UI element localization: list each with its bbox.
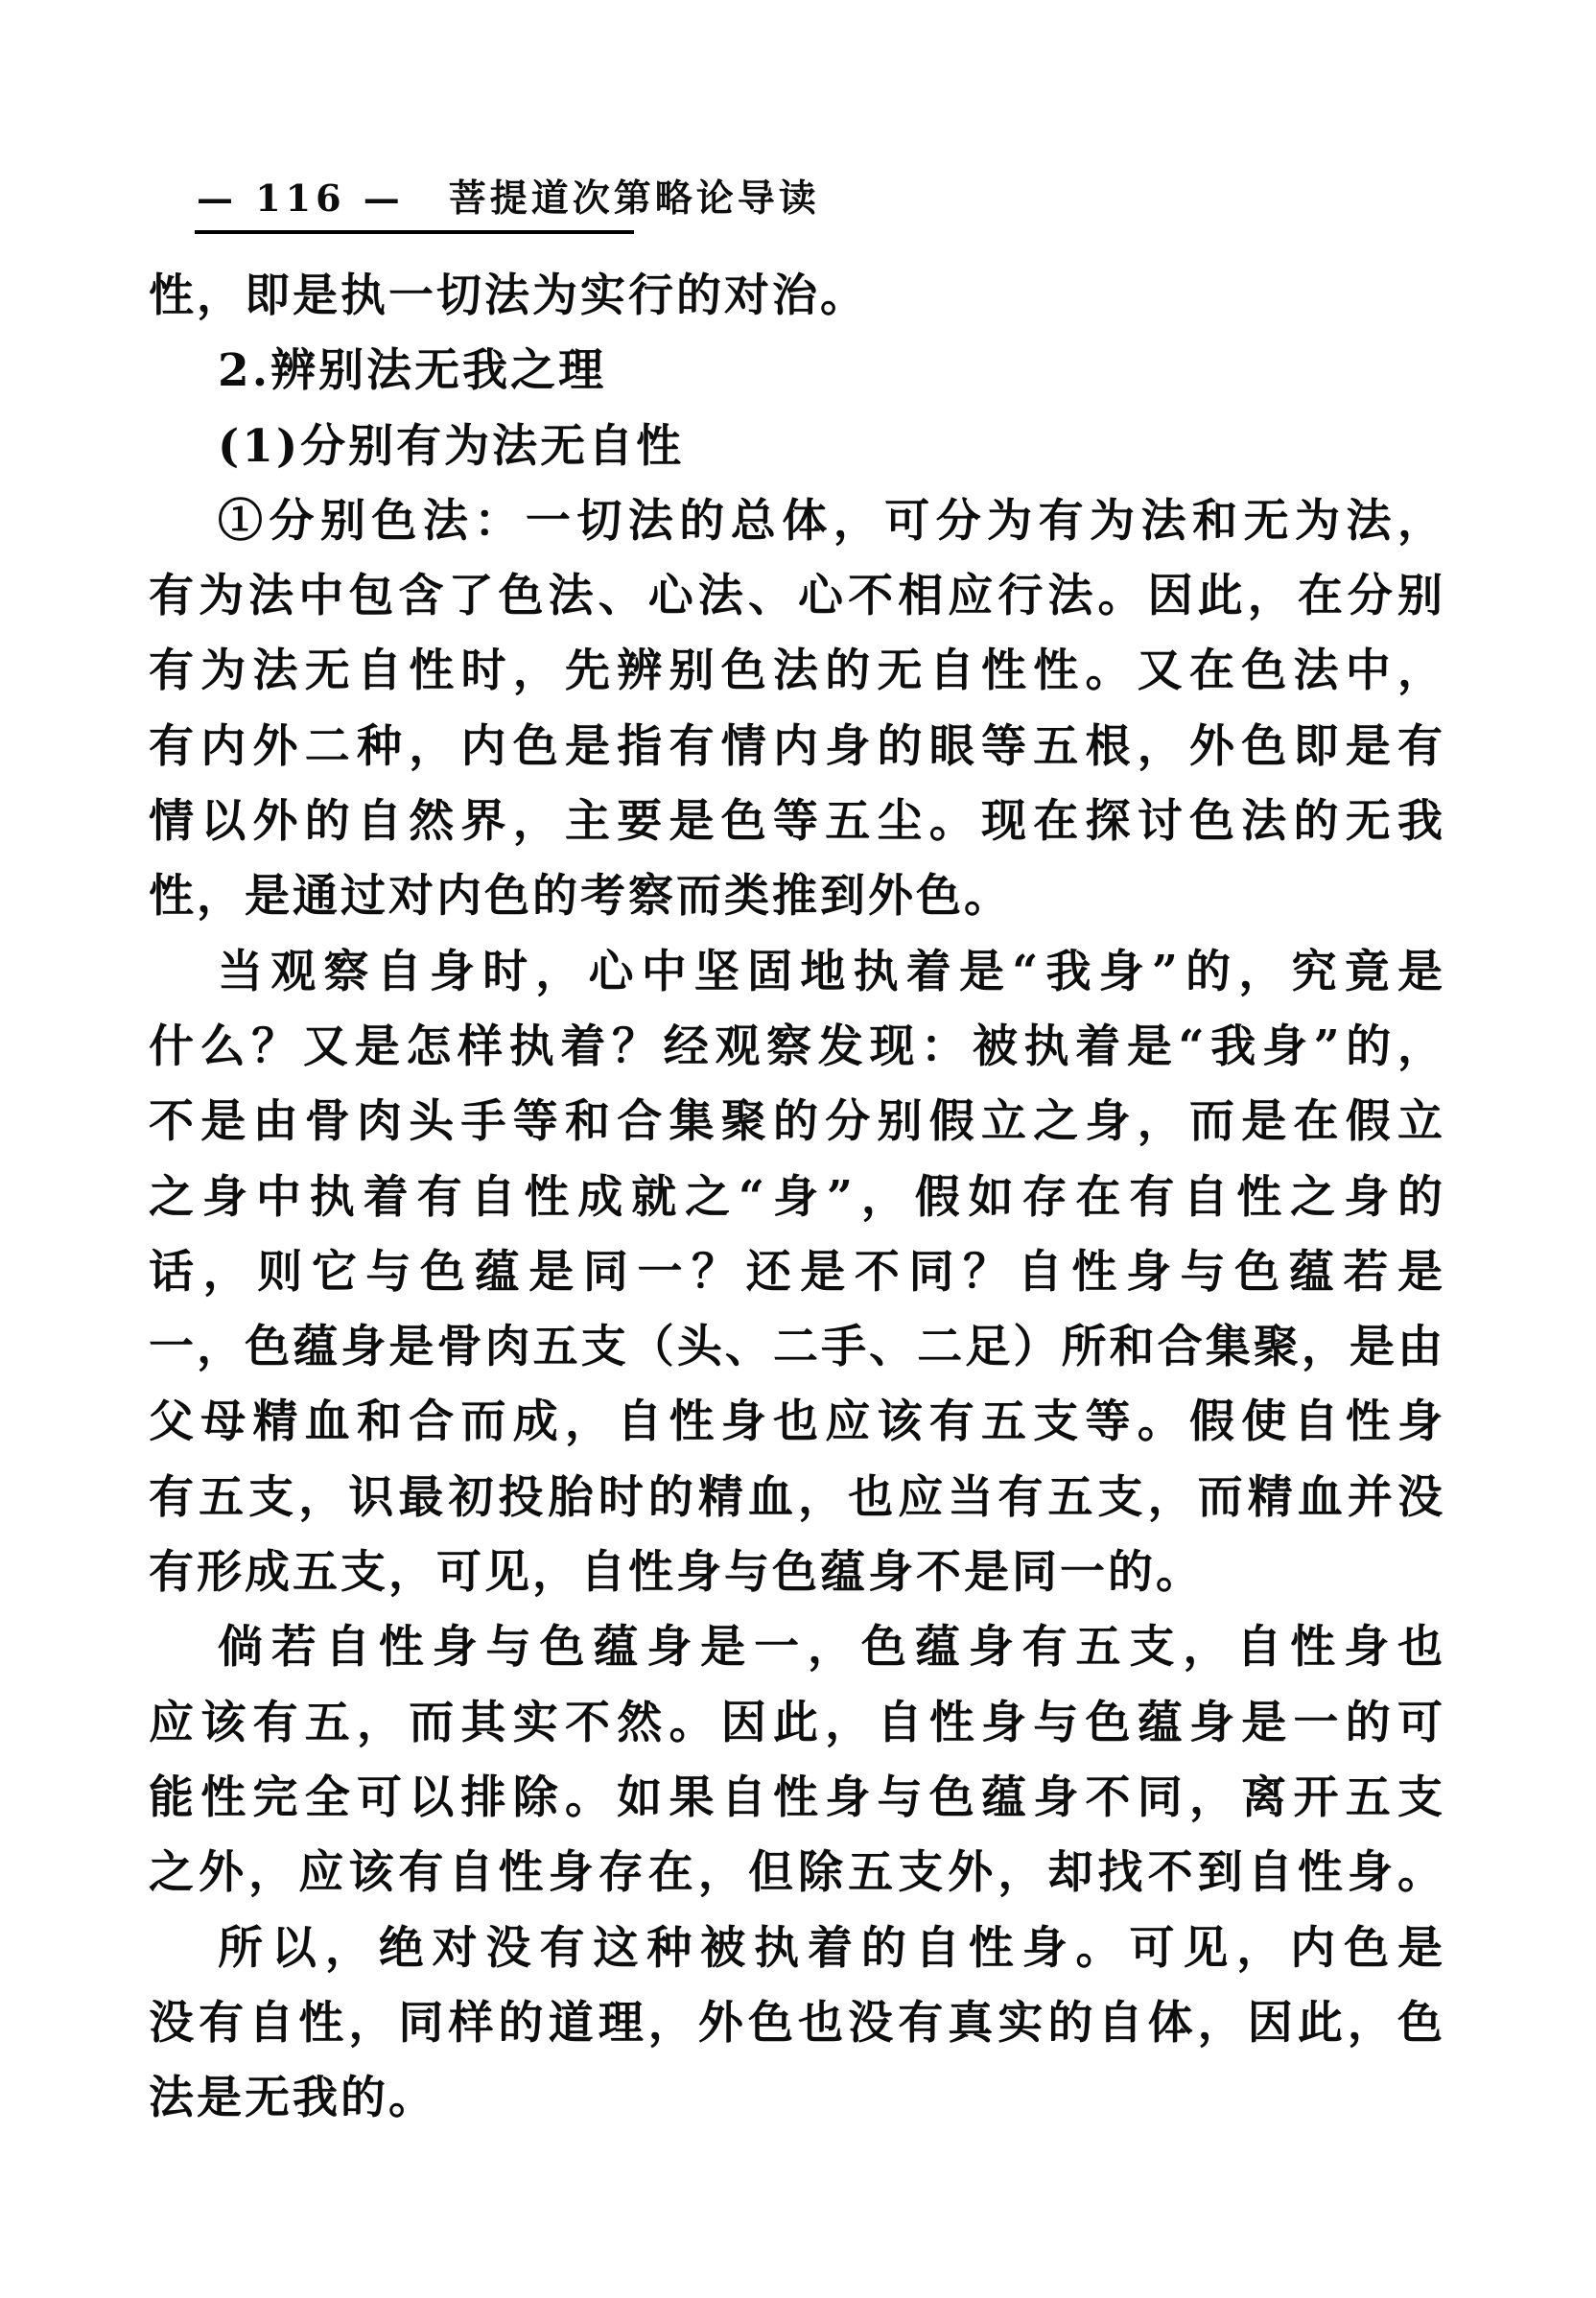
text-line: 有五支，识最初投胎时的精血，也应当有五支，而精血并没 (149, 1470, 1445, 1524)
text-line: 之身中执着有自性成就之“身”，假如存在有自性之身的 (149, 1170, 1445, 1224)
book-title: 菩提道次第略论导读 (448, 176, 820, 221)
text-line: 情以外的自然界，主要是色等五尘。现在探讨色法的无我 (149, 795, 1445, 849)
text-line: 有内外二种，内色是指有情内身的眼等五根，外色即是有 (149, 719, 1445, 773)
text-line: 法是无我的。 (149, 2072, 436, 2125)
text-line: 有形成五支，可见，自性身与色蕴身不是同一的。 (149, 1546, 1204, 1600)
text-line: 一，色蕴身是骨肉五支（头、二手、二足）所和合集聚，是由 (149, 1321, 1445, 1374)
text-line: 应该有五，而其实不然。因此，自性身与色蕴身是一的可 (149, 1696, 1445, 1749)
text-line: ①分别色法：一切法的总体，可分为有为法和无为法， (218, 494, 1445, 548)
text-line: 有为法无自性时，先辨别色法的无自性性。又在色法中， (149, 645, 1445, 698)
text-line: 所以，绝对没有这种被执着的自性身。可见，内色是 (218, 1921, 1445, 1975)
text-line: 没有自性，同样的道理，外色也没有真实的自体，因此，色 (149, 1996, 1445, 2050)
text-line: 父母精血和合而成，自性身也应该有五支等。假使自性身 (149, 1395, 1445, 1449)
header-divider-rule (195, 230, 634, 234)
text-line: 之外，应该有自性身存在，但除五支外，却找不到自性身。 (149, 1846, 1445, 1900)
text-line: 性，是通过对内色的考察而类推到外色。 (149, 870, 1012, 924)
body-text (149, 259, 1445, 2136)
page-header (197, 169, 820, 223)
text-line: 倘若自性身与色蕴身是一，色蕴身有五支，自性身也 (218, 1621, 1445, 1675)
text-line: 当观察自身时，心中坚固地执着是“我身”的，究竟是 (218, 945, 1445, 998)
text-line: 不是由骨肉头手等和合集聚的分别假立之身，而是在假立 (149, 1095, 1445, 1149)
section-heading-line: 2.辨别法无我之理 (218, 344, 607, 398)
page-number: — 116 — (197, 176, 405, 220)
subsection-heading-line: (1)分别有为法无自性 (218, 419, 685, 473)
text-line: 有为法中包含了色法、心法、心不相应行法。因此，在分别 (149, 570, 1445, 623)
text-line: 话，则它与色蕴是同一？还是不同？自性身与色蕴若是 (149, 1245, 1445, 1299)
text-line: 能性完全可以排除。如果自性身与色蕴身不同，离开五支 (149, 1770, 1445, 1824)
text-line: 性，即是执一切法为实行的对治。 (149, 270, 868, 322)
text-line: 什么？又是怎样执着？经观察发现：被执着是“我身”的， (149, 1020, 1445, 1073)
